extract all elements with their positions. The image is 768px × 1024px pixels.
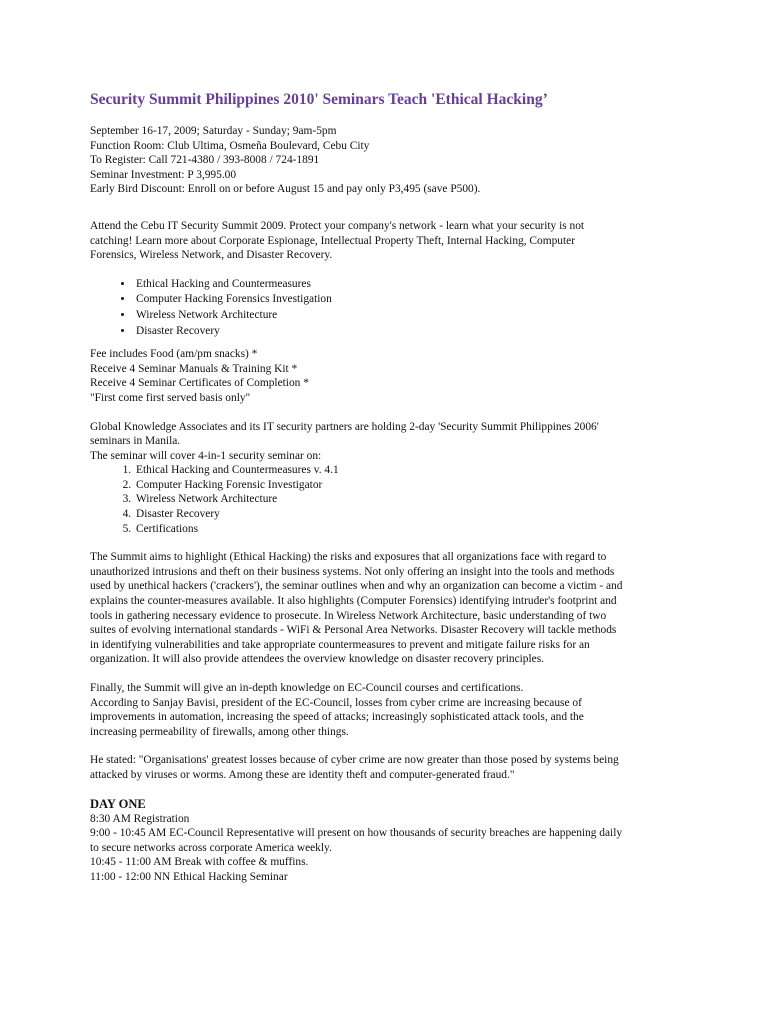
summit-line: tools in gathering necessary evidence to prosecute. In Wireless Network Architecture, basic understanding of two (90, 609, 607, 622)
intro-paragraph (90, 219, 708, 263)
schedule-line: 11:00 - 12:00 NN Ethical Hacking Seminar (90, 870, 288, 883)
finally-line: increasing permeability of firewalls, among other things. (90, 725, 349, 738)
intro-line: Forensics, Wireless Network, and Disaster Recovery. (90, 249, 333, 262)
list-item: • Computer Hacking Forensics Investigation (134, 292, 708, 308)
schedule-line: 8:30 AM Registration (90, 812, 190, 825)
finally-line: improvements in automation, increasing the speed of attacks; increasingly sophisticated attack tools, and the (90, 711, 584, 724)
quote-line: attacked by viruses or worms. Among these are identity theft and computer-generated fraud." (90, 768, 515, 781)
day-one-section (90, 797, 708, 885)
event-investment: Seminar Investment: P 3,995.00 (90, 168, 237, 181)
inclusion-line: Receive 4 Seminar Manuals & Training Kit * (90, 362, 298, 375)
quote-line: He stated: "Organisations' greatest losses because of cyber crime are now greater than those posed by systems being (90, 754, 619, 767)
list-item: 2. Computer Hacking Forensic Investigator (134, 478, 708, 493)
page-title: Security Summit Philippines 2010' Seminars Teach 'Ethical Hacking’ (90, 91, 548, 108)
summit-line: unauthorized intrusions and theft on their business systems. Not only offering an insight into the tools and methods (90, 565, 615, 578)
event-venue: Function Room: Club Ultima, Osmeña Boulevard, Cebu City (90, 139, 370, 152)
event-info (90, 124, 708, 197)
event-register: To Register: Call 721-4380 / 393-8008 / 724-1891 (90, 154, 320, 167)
event-early-bird: Early Bird Discount: Enroll on or before August 15 and pay only P3,495 (save P500). (90, 183, 481, 196)
partners-line: seminars in Manila. (90, 435, 181, 448)
finally-paragraph (90, 681, 708, 739)
seminar-list (90, 463, 708, 536)
list-item: 4. Disaster Recovery (134, 507, 708, 522)
list-item: 3. Wireless Network Architecture (134, 492, 708, 507)
list-item: • Disaster Recovery (134, 324, 708, 340)
inclusion-line: Receive 4 Seminar Certificates of Completion * (90, 377, 309, 390)
event-date: September 16-17, 2009; Saturday - Sunday; 9am-5pm (90, 125, 337, 137)
summit-line: in identifying vulnerabilities and take appropriate countermeasures to prevent and mitigate failure risks for an (90, 638, 590, 651)
finally-line: Finally, the Summit will give an in-depth knowledge on EC-Council courses and certifications. (90, 682, 524, 694)
schedule-line: 9:00 - 10:45 AM EC-Council Representative will present on how thousands of security breaches are happening daily (90, 827, 623, 840)
summit-line: explains the counter-measures available. It also highlights (Computer Forensics) identifying intruder's footprint and (90, 595, 617, 608)
intro-line: catching! Learn more about Corporate Espionage, Intellectual Property Theft, Internal Hacking, Computer (90, 234, 575, 247)
inclusions (90, 347, 708, 405)
topics-list (90, 277, 708, 339)
summit-line: suites of evolving international standards - WiFi & Personal Area Networks. Disaster Recovery will tackle methods (90, 624, 617, 637)
schedule-line: to secure networks across corporate America weekly. (90, 841, 332, 854)
summit-paragraph (90, 550, 708, 667)
list-item: 1. Ethical Hacking and Countermeasures v. 4.1 (134, 463, 708, 478)
partners-line: The seminar will cover 4-in-1 security seminar on: (90, 449, 322, 462)
schedule-line: 10:45 - 11:00 AM Break with coffee & muffins. (90, 856, 309, 869)
inclusion-line: Fee includes Food (am/pm snacks) * (90, 348, 258, 361)
finally-line: According to Sanjay Bavisi, president of the EC-Council, losses from cyber crime are increasing because of (90, 696, 582, 709)
list-item: • Wireless Network Architecture (134, 308, 708, 324)
summit-line: organization. It will also provide attendees the overview knowledge on disaster recovery principles. (90, 653, 545, 666)
inclusion-line: "First come first served basis only" (90, 391, 251, 404)
summit-line: used by unethical hackers ('crackers'), the seminar outlines when and why an organization can become a victim - and (90, 580, 623, 593)
quote-paragraph (90, 753, 708, 782)
intro-line: Attend the Cebu IT Security Summit 2009. Protect your company's network - learn what your security is not (90, 219, 585, 232)
summit-line: The Summit aims to highlight (Ethical Hacking) the risks and exposures that all organizations face with regard to (90, 551, 607, 564)
list-item: 5. Certifications (134, 522, 708, 537)
partners-line: Global Knowledge Associates and its IT security partners are holding 2-day 'Security Summit Philippines 2006' (90, 420, 599, 433)
partners-paragraph (90, 420, 708, 464)
list-item: • Ethical Hacking and Countermeasures (134, 277, 708, 293)
day-one-heading: DAY ONE (90, 796, 146, 811)
